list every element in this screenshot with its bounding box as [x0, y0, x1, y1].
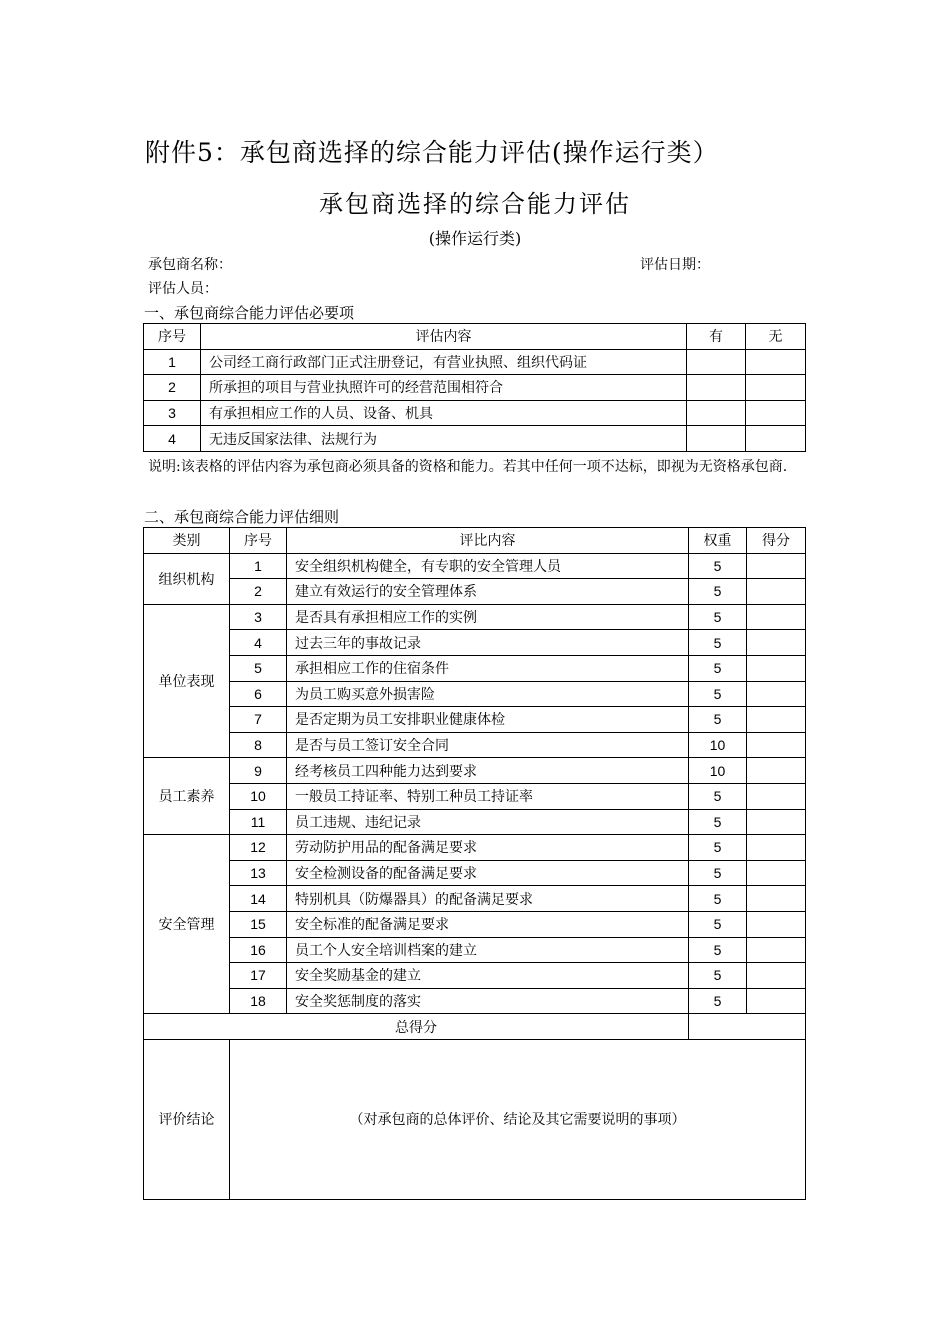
- table-row: [144, 375, 806, 401]
- row-content: 是否定期为员工安排职业健康体检: [287, 707, 689, 733]
- table-row: [144, 937, 806, 963]
- row-content: 劳动防护用品的配备满足要求: [287, 835, 689, 861]
- total-score-cell[interactable]: [689, 1014, 806, 1040]
- category-cell: 组织机构: [144, 553, 230, 604]
- table-row: [144, 860, 806, 886]
- row-content: 一般员工持证率、特别工种员工持证率: [287, 783, 689, 809]
- row-no: 3: [230, 604, 287, 630]
- score-cell[interactable]: [747, 886, 806, 912]
- score-cell[interactable]: [747, 630, 806, 656]
- row-content: 安全组织机构健全，有专职的安全管理人员: [287, 553, 689, 579]
- table-row: [144, 886, 806, 912]
- row-weight: 5: [689, 681, 747, 707]
- row-no: 14: [230, 886, 287, 912]
- row-content: 承担相应工作的住宿条件: [287, 655, 689, 681]
- header-no-have: 无: [746, 324, 806, 350]
- row-weight: 10: [689, 758, 747, 784]
- row-weight: 5: [689, 886, 747, 912]
- no-cell[interactable]: [746, 426, 806, 452]
- row-no: 5: [230, 655, 287, 681]
- row-weight: 5: [689, 809, 747, 835]
- row-no: 15: [230, 911, 287, 937]
- row-no: 1: [144, 349, 201, 375]
- category-cell: 安全管理: [144, 835, 230, 1014]
- table-row: [144, 426, 806, 452]
- score-cell[interactable]: [747, 553, 806, 579]
- score-cell[interactable]: [747, 655, 806, 681]
- header-content: 评估内容: [201, 324, 687, 350]
- header-no: 序号: [230, 528, 287, 554]
- row-content: 员工个人安全培训档案的建立: [287, 937, 689, 963]
- score-cell[interactable]: [747, 732, 806, 758]
- row-no: 17: [230, 963, 287, 989]
- row-content: 是否与员工签订安全合同: [287, 732, 689, 758]
- table-row: [144, 707, 806, 733]
- score-cell[interactable]: [747, 604, 806, 630]
- total-row: [144, 1014, 806, 1040]
- assessor-label: 评估人员：: [148, 281, 218, 297]
- score-cell[interactable]: [747, 988, 806, 1014]
- row-no: 10: [230, 783, 287, 809]
- score-cell[interactable]: [747, 963, 806, 989]
- score-cell[interactable]: [747, 835, 806, 861]
- row-no: 2: [144, 375, 201, 401]
- row-content: 特别机具（防爆器具）的配备满足要求: [287, 886, 689, 912]
- row-content: 员工违规、违纪记录: [287, 809, 689, 835]
- row-content: 无违反国家法律、法规行为: [201, 426, 687, 452]
- row-weight: 5: [689, 835, 747, 861]
- section2-title: 二、承包商综合能力评估细则: [144, 508, 340, 526]
- table-row: [144, 783, 806, 809]
- table-row: [144, 963, 806, 989]
- no-cell[interactable]: [746, 400, 806, 426]
- section1-note: 说明:该表格的评估内容为承包商必须具备的资格和能力。若其中任何一项不达标，即视为无资格承包商.: [148, 459, 788, 475]
- row-content: 安全检测设备的配备满足要求: [287, 860, 689, 886]
- conclusion-cell[interactable]: （对承包商的总体评价、结论及其它需要说明的事项）: [230, 1039, 806, 1199]
- row-weight: 5: [689, 963, 747, 989]
- row-weight: 5: [689, 604, 747, 630]
- header-score: 得分: [747, 528, 806, 554]
- contractor-name-label: 承包商名称：: [148, 257, 232, 273]
- yes-cell[interactable]: [687, 426, 746, 452]
- row-content: 安全标准的配备满足要求: [287, 911, 689, 937]
- score-cell[interactable]: [747, 681, 806, 707]
- yes-cell[interactable]: [687, 375, 746, 401]
- row-no: 7: [230, 707, 287, 733]
- row-content: 安全奖励基金的建立: [287, 963, 689, 989]
- row-no: 11: [230, 809, 287, 835]
- table-row: [144, 681, 806, 707]
- table-row: [144, 553, 806, 579]
- table-row: [144, 400, 806, 426]
- header-category: 类别: [144, 528, 230, 554]
- document-title: 承包商选择的综合能力评估: [319, 190, 631, 218]
- row-no: 12: [230, 835, 287, 861]
- header-content: 评比内容: [287, 528, 689, 554]
- row-no: 2: [230, 579, 287, 605]
- table-header-row: [144, 324, 806, 350]
- table-row: [144, 988, 806, 1014]
- score-cell[interactable]: [747, 860, 806, 886]
- score-cell[interactable]: [747, 579, 806, 605]
- attachment-heading: 附件5：承包商选择的综合能力评估(操作运行类）: [145, 138, 719, 167]
- row-weight: 5: [689, 860, 747, 886]
- table-row: [144, 630, 806, 656]
- row-weight: 5: [689, 911, 747, 937]
- required-items-table: [143, 323, 806, 452]
- table-row: [144, 604, 806, 630]
- conclusion-label: 评价结论: [144, 1039, 230, 1199]
- row-no: 18: [230, 988, 287, 1014]
- row-content: 建立有效运行的安全管理体系: [287, 579, 689, 605]
- row-no: 13: [230, 860, 287, 886]
- table-row: [144, 349, 806, 375]
- header-no: 序号: [144, 324, 201, 350]
- score-cell[interactable]: [747, 911, 806, 937]
- conclusion-row: [144, 1039, 806, 1199]
- yes-cell[interactable]: [687, 349, 746, 375]
- row-no: 1: [230, 553, 287, 579]
- row-content: 过去三年的事故记录: [287, 630, 689, 656]
- table-row: [144, 809, 806, 835]
- row-weight: 5: [689, 937, 747, 963]
- row-no: 9: [230, 758, 287, 784]
- section1-title: 一、承包商综合能力评估必要项: [144, 304, 355, 322]
- score-cell[interactable]: [747, 783, 806, 809]
- score-cell[interactable]: [747, 758, 806, 784]
- row-content: 所承担的项目与营业执照许可的经营范围相符合: [201, 375, 687, 401]
- row-no: 6: [230, 681, 287, 707]
- total-label: 总得分: [144, 1014, 689, 1040]
- row-no: 4: [144, 426, 201, 452]
- score-cell[interactable]: [747, 937, 806, 963]
- row-weight: 5: [689, 553, 747, 579]
- document-subtitle: (操作运行类): [428, 229, 522, 248]
- row-weight: 10: [689, 732, 747, 758]
- table-row: [144, 579, 806, 605]
- row-weight: 5: [689, 579, 747, 605]
- row-weight: 5: [689, 630, 747, 656]
- row-content: 安全奖惩制度的落实: [287, 988, 689, 1014]
- table-row: [144, 732, 806, 758]
- row-content: 公司经工商行政部门正式注册登记，有营业执照、组织代码证: [201, 349, 687, 375]
- table-row: [144, 911, 806, 937]
- row-weight: 5: [689, 655, 747, 681]
- evaluation-date-label: 评估日期：: [640, 257, 710, 273]
- header-weight: 权重: [689, 528, 747, 554]
- table-header-row: [144, 528, 806, 554]
- row-content: 是否具有承担相应工作的实例: [287, 604, 689, 630]
- row-content: 有承担相应工作的人员、设备、机具: [201, 400, 687, 426]
- table-row: [144, 758, 806, 784]
- yes-cell[interactable]: [687, 400, 746, 426]
- row-weight: 5: [689, 707, 747, 733]
- row-no: 3: [144, 400, 201, 426]
- table-row: [144, 655, 806, 681]
- row-no: 4: [230, 630, 287, 656]
- score-cell[interactable]: [747, 809, 806, 835]
- no-cell[interactable]: [746, 375, 806, 401]
- category-cell: 单位表现: [144, 604, 230, 758]
- row-no: 8: [230, 732, 287, 758]
- row-content: 为员工购买意外损害险: [287, 681, 689, 707]
- no-cell[interactable]: [746, 349, 806, 375]
- row-weight: 5: [689, 783, 747, 809]
- evaluation-detail-table: [143, 527, 806, 1200]
- row-weight: 5: [689, 988, 747, 1014]
- score-cell[interactable]: [747, 707, 806, 733]
- table-row: [144, 835, 806, 861]
- header-yes: 有: [687, 324, 746, 350]
- row-no: 16: [230, 937, 287, 963]
- row-content: 经考核员工四种能力达到要求: [287, 758, 689, 784]
- category-cell: 员工素养: [144, 758, 230, 835]
